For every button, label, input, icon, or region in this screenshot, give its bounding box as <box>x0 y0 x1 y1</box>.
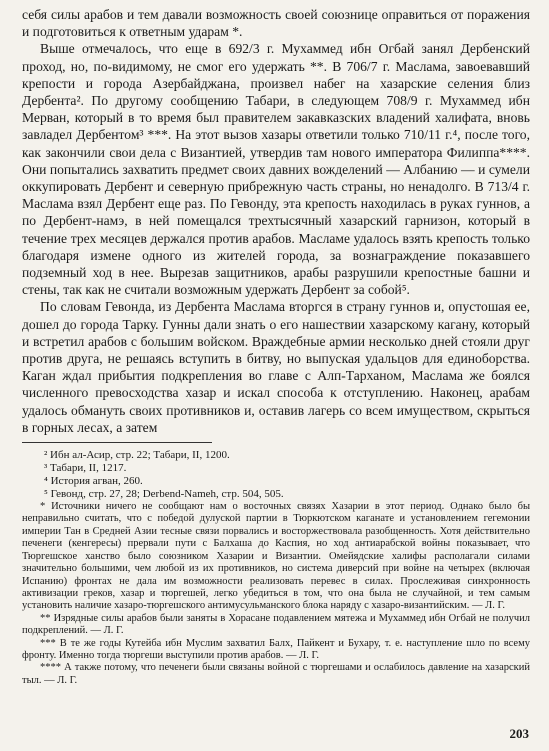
reference-note: ² Ибн ал-Асир, стр. 22; Табари, II, 1200. <box>44 449 230 462</box>
page-number: 203 <box>509 726 529 741</box>
editor-note: *** В те же годы Кутейба ибн Муслим захватил Балх, Пайкент и Бухару, т. е. наступление шло по всему фронту. Именно тогда тюргеши выступили против арабов. — Л. Г. <box>22 637 530 661</box>
reference-note: ³ Табари, II, 1217. <box>44 462 127 475</box>
editor-note: ** Изрядные силы арабов были заняты в Хорасане подавлением мятежа и Мухаммед ибн Огбай не получил подкреплений. — Л. Г. <box>22 612 530 637</box>
book-page <box>22 6 530 687</box>
paragraph-1: себя силы арабов и тем давали возможность своей союзнице оправиться от поражения и подготовиться к ответным ударам *. <box>22 7 530 40</box>
editor-notes <box>22 501 530 687</box>
main-text <box>22 6 530 436</box>
reference-note: ⁵ Гевонд, стр. 27, 28; Derbend-Nameh, стр. 504, 505. <box>44 488 284 501</box>
reference-footnotes <box>22 449 530 501</box>
footnote-divider <box>22 442 212 443</box>
paragraph-3: По словам Гевонда, из Дербента Маслама вторгся в страну гуннов и, опустошая ее, дошел до города Тарку. Гунны дали знать о его нашествии хазарскому кагану, который и встретил арабов с большим войском. Враждебные армии несколько дней стояли друг против друга, не решаясь вступить в битву, но выпуская удальцов для единоборства. Каган ждал прибытия подкрепления во главе с Алп-Тарханом, Маслама же боялся численного превосходства хазар и искал способа к отступлению. Наконец, арабам удалось обмануть своих противников и, оставив лагерь со всем имуществом, скрыться в горных лесах, а затем <box>22 299 530 435</box>
editor-note: * Источники ничего не сообщают нам о восточных связях Хазарии в этот период. Однако было бы неправильно считать, что с победой дулуской партии в Тюркютском каганате и установлением гегемонии империи Тан в Средней Азии тесные связи порвались и восторжествовала разобщенность. Хотя действительно печенеги (кенгересы) прервали пути с Балхаша до Каспия, но ход антиарабской войны показывает, что Тюргешское ханство было союзником Хазарии и Византии. Омейядские халифы располагали силами значительно большими, чем любой из их противников, но система диверсий при войне на четырех (включая Испанию) фронтах не дала им возможности реализовать перевес в силах. Прослеживая синхронность активизации греков, хазар и тюргешей, легко убедиться в том, что она была не случайной, и тем самым установить наличие хазаро-тюргешского антимусульманского блока наряду с хазаро-византийским. — Л. Г. <box>22 501 530 612</box>
reference-note: ⁴ История агван, 260. <box>44 475 143 488</box>
editor-note: **** А также потому, что печенеги были связаны войной с тюргешами и ослабилось давление на хазарский тыл. — Л. Г. <box>22 662 530 686</box>
paragraph-2: Выше отмечалось, что еще в 692/3 г. Мухаммед ибн Огбай занял Дербенский проход, но, по-видимому, не смог его удержать **. В 706/7 г. Маслама, завоевавший крепости и города Азербайджана, произвел набег на хазарские селения близ Дербента². По другому сообщению Табари, в следующем 708/9 г. Мухаммед ибн Мерван, который в то время был правителем закавказских владений халифата, вновь завладел Дербентом³ ***. На этот вызов хазары ответили только 710/11 г.⁴, после того, как закончили свои дела с Византией, утвердив там нового императора Филиппа****. Они попытались захватить предмет своих давних вожделений — Албанию — и сумели оккупировать Дербент и северную прибрежную часть страны, но ненадолго. В 713/4 г. Маслама взял Дербент еще раз. По Гевонду, эта крепость находилась в руках гуннов, а по Дербент-намэ, в ней помещался трехтысячный хазарский гарнизон, который в течение трех месяцев держался против арабов. Масламе удалось взять крепость только благодаря измене одного из жителей города, за вознаграждение показавшего подземный ход в нее. Вырезав защитников, арабы разрушили крепостные башни и стены, так как не считали возможным удержать Дербент за собой⁵. <box>22 41 530 298</box>
